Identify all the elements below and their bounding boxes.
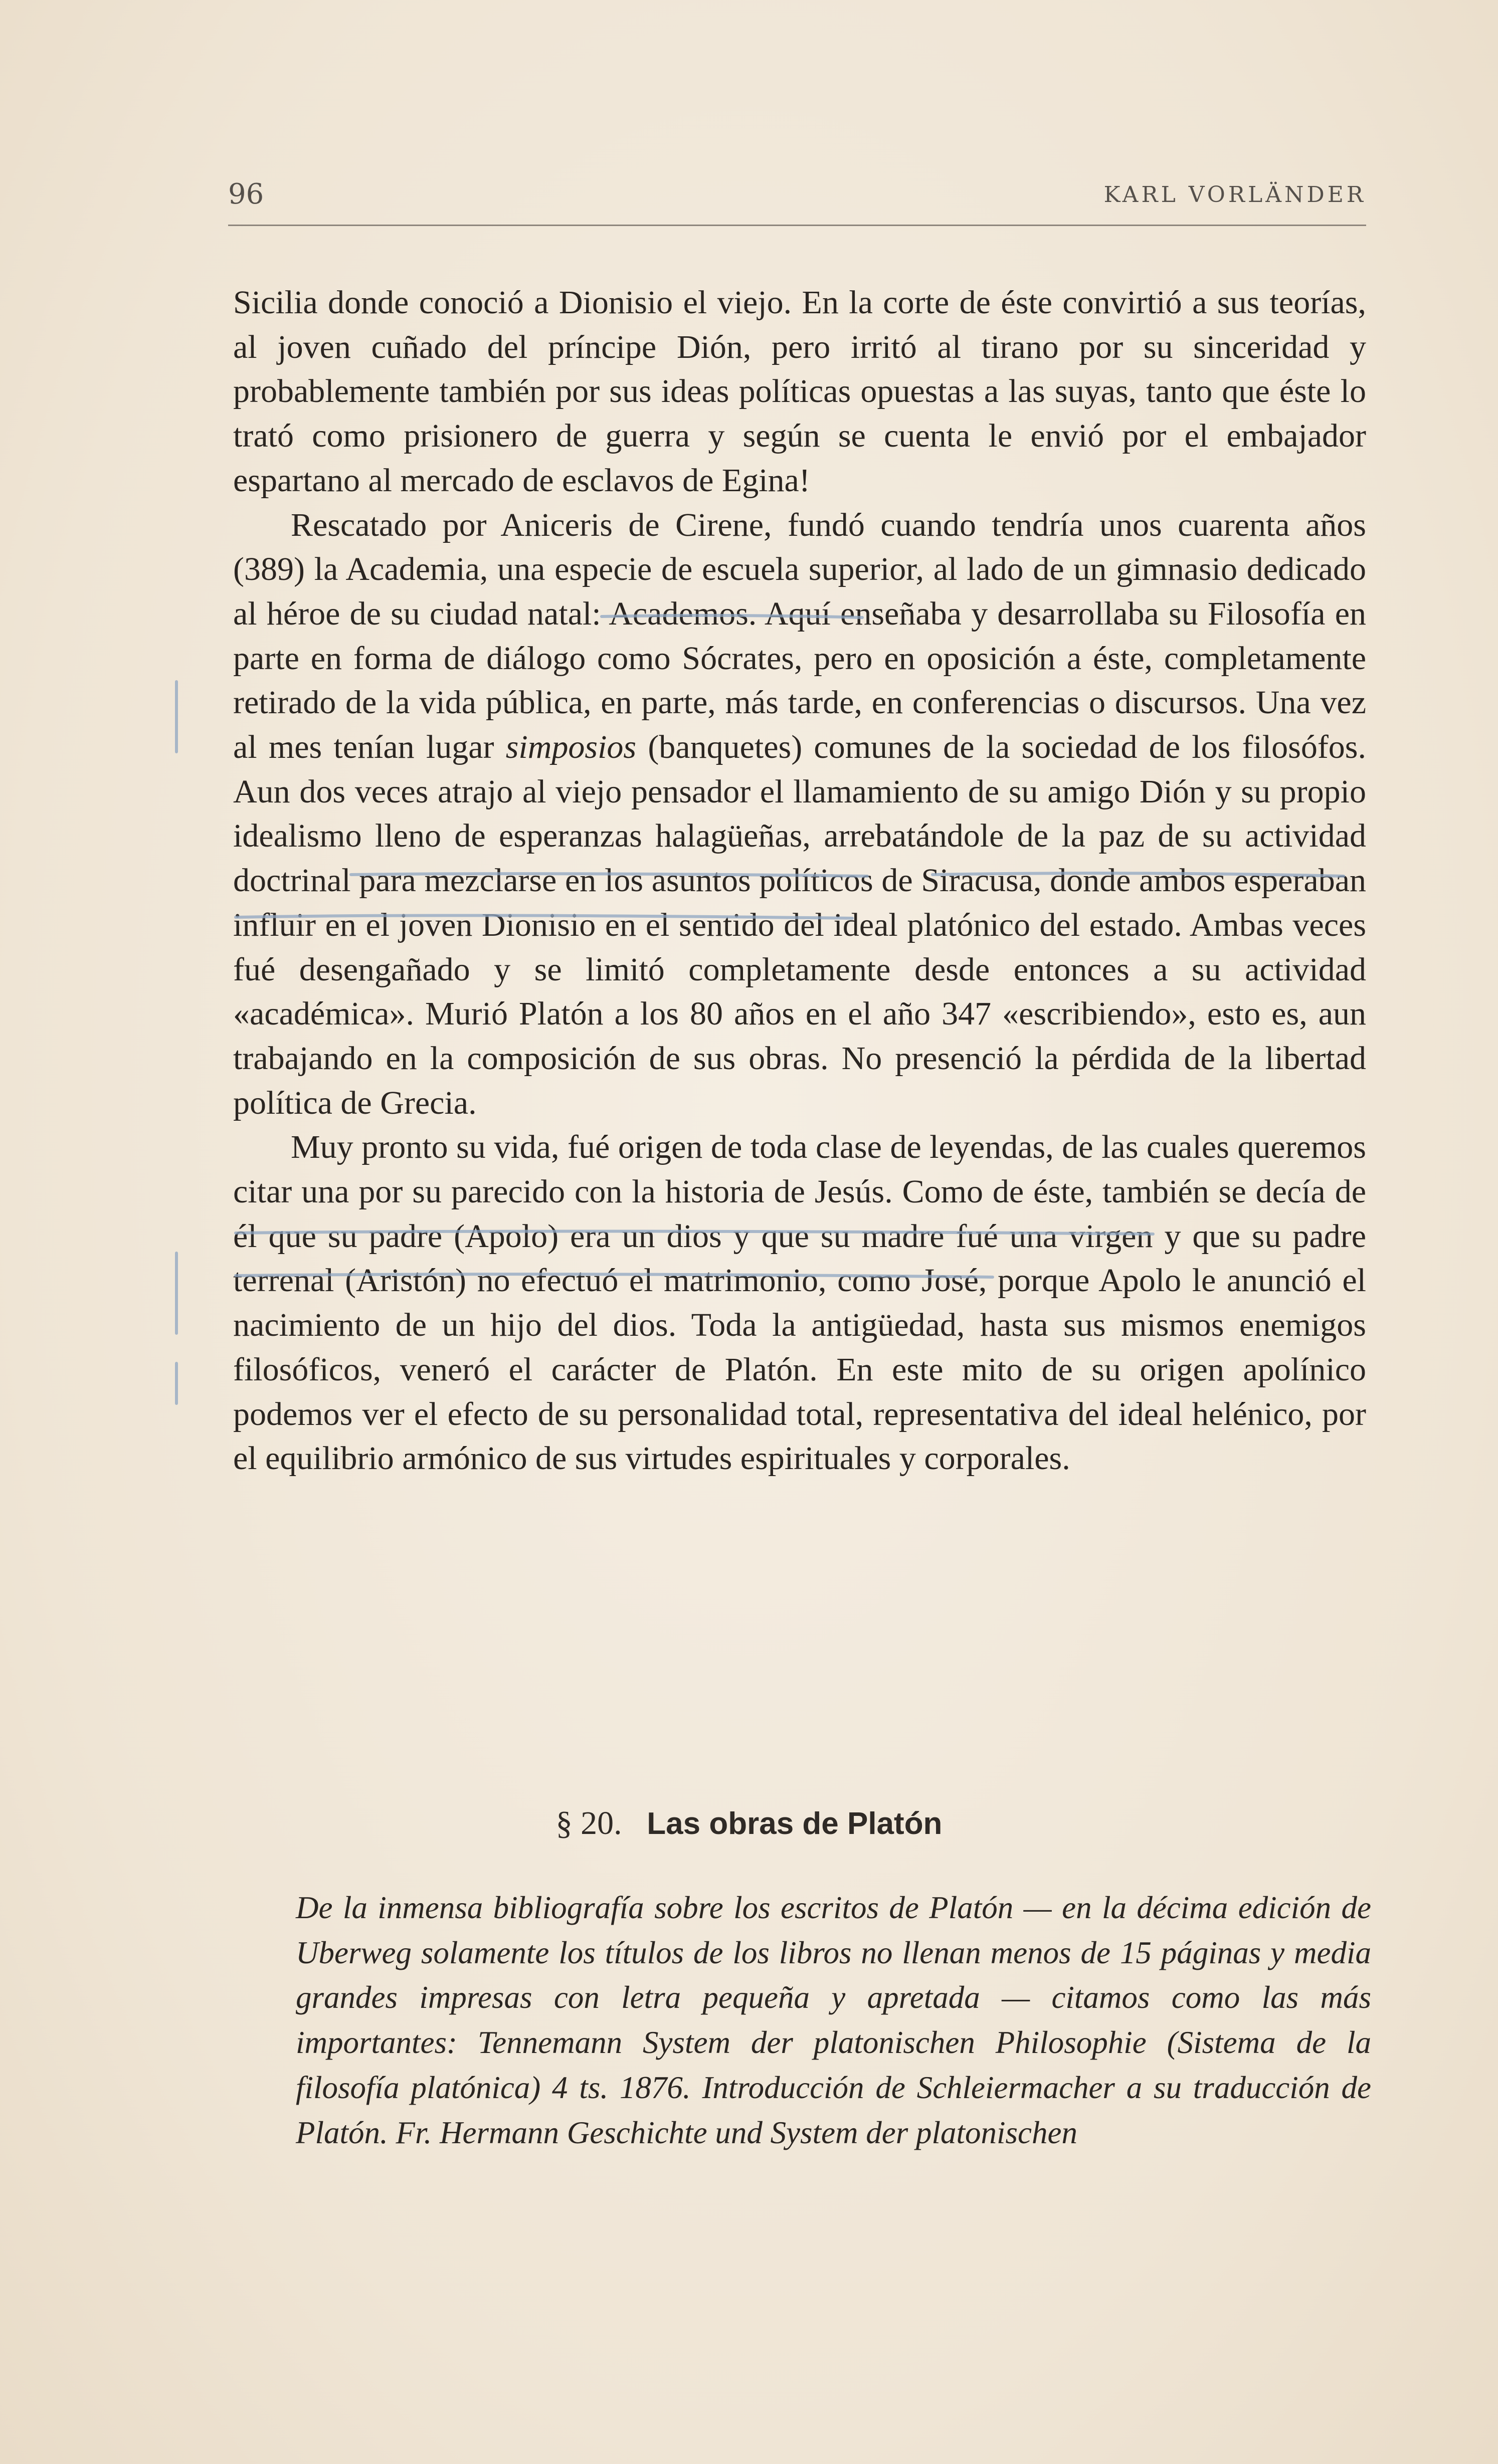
section-number: § 20. [555, 1805, 622, 1841]
section-heading [0, 1804, 1498, 1842]
paragraph-3: Muy pronto su vida, fué origen de toda clase de leyendas, de las cuales queremos citar una por su parecido con la historia de Jesús. Como de éste, también se decía de él que su padre (Apolo) era un dios y que su madre fué una virgen y que su padre terrenal (Aristón) no efectuó el matrimonio, como José, porque Apolo le anunció el nacimiento de un hijo del dios. Toda la antigüedad, hasta sus mismos enemigos filosóficos, veneró el carácter de Platón. En este mito de su origen apolínico podemos ver el efecto de su personalidad total, representativa del ideal helénico, por el equilibrio armónico de sus virtudes espirituales y corporales. [233, 1129, 1366, 1477]
section-title: Las obras de Platón [647, 1806, 943, 1841]
running-head-author: KARL VORLÄNDER [1103, 182, 1366, 208]
paragraph-1: Sicilia donde conoció a Dionisio el viejo. En la corte de éste convirtió a sus teorías, al joven cuñado del príncipe Dión, pero irritó al tirano por su sinceridad y probablemente también por sus ideas políticas opuestas a las suyas, tanto que éste lo trató como prisionero de guerra y según se cuenta le envió por el embajador espartano al mercado de esclavos de Egina! [233, 284, 1366, 499]
emphasis-simposios: simposios [505, 729, 637, 766]
bibliography-text: De la inmensa bibliografía sobre los escritos de Platón — en la décima edición de Uberweg solamente los títulos de los libros no llenan menos de 15 páginas y media grandes impresas con letra pequeña y apretada — citamos como las más importantes: Tennemann System der platonischen Philosophie (Sistema de la filosofía platónica) 4 ts. 1876. Introducción de Schleiermacher a su traducción de Platón. Fr. Hermann Geschichte und System der platonischen [296, 1890, 1371, 2150]
paragraph-2-continuation: (banquetes) comunes de la sociedad de los filosófos. Aun dos veces atrajo al viejo pensador el llamamiento de su amigo Dión y su propio idealismo lleno de esperanzas halagüeñas, arrebatándole de la paz de su actividad doctrinal para mezclarse en los asuntos políticos de Siracusa, donde ambos esperaban influir en el joven Dionisio en el sentido del ideal platónico del estado. Ambas veces fué desengañado y se limitó completamente desde entonces a su actividad «académica». Murió Platón a los 80 años en el año 347 «escribiendo», esto es, aun trabajando en la composición de sus obras. No presenció la pérdida de la libertad política de Grecia. [233, 729, 1366, 1121]
main-text [233, 281, 1366, 1481]
paragraph-2 [233, 503, 1366, 1126]
bibliography-note [296, 1886, 1371, 2155]
running-head [228, 178, 1366, 218]
page-number: 96 [228, 178, 264, 211]
paragraph-2-text: Rescatado por Aniceris de Cirene, fundó cuando tendría unos cuarenta años (389) la Academia, una especie de escuela superior, al lado de un gimnasio dedicado al héroe de su ciudad natal: Academos. Aquí enseñaba y desarrollaba su Filosofía en parte en forma de diálogo como Sócrates, pero en oposición a éste, completamente retirado de la vida pública, en parte, más tarde, en conferencias o discursos. Una vez al mes tenían lugar [233, 506, 1366, 766]
header-rule [228, 225, 1366, 226]
